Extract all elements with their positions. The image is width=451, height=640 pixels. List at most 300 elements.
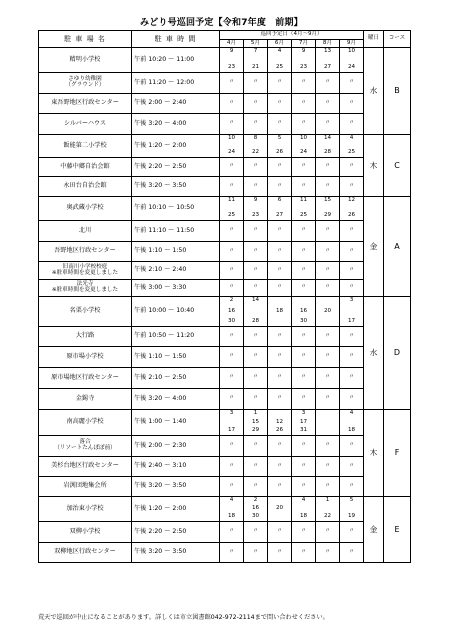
stop-time: 午後 2:10 ～ 2:50 — [132, 368, 220, 389]
table-row — [39, 158, 411, 177]
stop-name: 中藤中郷自治会館 — [39, 158, 132, 177]
table-row — [39, 297, 411, 327]
month-dates: 〃 — [220, 114, 244, 135]
date-value: 26 — [275, 149, 284, 155]
table-row — [39, 197, 411, 221]
month-dates: 〃 — [244, 221, 268, 242]
date-value: 4 — [349, 410, 354, 416]
date-stack — [268, 411, 291, 434]
date-value — [316, 298, 339, 304]
date-value: 4 — [229, 497, 234, 503]
date-value: 3 — [301, 410, 306, 416]
month-dates: 〃 — [340, 347, 364, 368]
header-month: 8月 — [316, 40, 340, 48]
stop-time: 午後 2:20 ～ 2:50 — [132, 522, 220, 543]
month-dates: 〃 — [340, 389, 364, 410]
month-dates: 〃 — [316, 436, 340, 457]
month-dates: 〃 — [340, 73, 364, 94]
month-dates — [340, 135, 364, 158]
month-dates: 〃 — [220, 457, 244, 477]
stop-time: 午後 3:20 ～ 3:50 — [132, 543, 220, 563]
page-title: みどり号巡回予定【令和7年度 前期】 — [140, 18, 303, 28]
date-value: 10 — [347, 48, 356, 54]
month-dates: 〃 — [268, 522, 292, 543]
date-value: 25 — [227, 212, 236, 218]
date-value: 15 — [323, 197, 332, 203]
month-dates: 〃 — [244, 158, 268, 177]
stop-name: 奥武蔵小学校 — [39, 197, 132, 221]
date-value: 1 — [253, 410, 258, 416]
weekday-cell: 水 — [364, 297, 384, 410]
date-value: 18 — [275, 307, 284, 314]
date-stack — [340, 411, 363, 434]
date-stack — [268, 49, 291, 71]
month-dates: 〃 — [316, 457, 340, 477]
month-dates: 〃 — [292, 73, 316, 94]
date-stack — [340, 298, 363, 325]
date-stack — [268, 498, 291, 520]
date-value: 11 — [299, 197, 308, 203]
stop-name: 東吾野地区行政センター — [39, 94, 132, 114]
month-dates: 〃 — [268, 280, 292, 297]
month-dates — [316, 48, 340, 73]
date-value — [340, 420, 363, 426]
month-dates — [244, 48, 268, 73]
date-value: 2 — [253, 497, 258, 503]
date-value: 25 — [275, 64, 284, 70]
month-dates — [292, 197, 316, 221]
month-dates: 〃 — [316, 522, 340, 543]
month-dates — [292, 48, 316, 73]
date-stack — [220, 298, 243, 325]
stop-name: 双柳小学校 — [39, 522, 132, 543]
month-dates: 〃 — [220, 436, 244, 457]
date-value — [268, 498, 291, 504]
month-dates: 〃 — [268, 114, 292, 135]
date-value: 26 — [275, 427, 284, 433]
month-dates — [244, 497, 268, 522]
month-dates — [340, 410, 364, 436]
month-dates: 〃 — [220, 368, 244, 389]
month-dates: 〃 — [268, 242, 292, 262]
date-stack — [220, 136, 243, 156]
date-value: 3 — [229, 410, 234, 416]
month-dates: 〃 — [292, 522, 316, 543]
table-row — [39, 522, 411, 543]
date-value: 18 — [227, 513, 236, 519]
date-value: 26 — [347, 212, 356, 218]
weekday-cell: 水 — [364, 48, 384, 135]
date-value: 29 — [323, 212, 332, 218]
stop-time: 午後 3:20 ～ 3:50 — [132, 477, 220, 497]
date-value: 4 — [301, 497, 306, 503]
date-value: 27 — [323, 64, 332, 70]
table-row — [39, 48, 411, 73]
stop-time: 午後 3:20 ～ 4:00 — [132, 389, 220, 410]
month-dates: 〃 — [316, 158, 340, 177]
stop-name: 南高麗小学校 — [39, 410, 132, 436]
month-dates: 〃 — [292, 94, 316, 114]
month-dates: 〃 — [292, 221, 316, 242]
month-dates: 〃 — [292, 158, 316, 177]
month-dates: 〃 — [268, 347, 292, 368]
table-row — [39, 327, 411, 347]
date-stack — [268, 136, 291, 156]
table-row — [39, 135, 411, 158]
stop-name: 金錫寺 — [39, 389, 132, 410]
date-value: 10 — [299, 135, 308, 141]
month-dates — [268, 410, 292, 436]
date-stack — [316, 198, 339, 219]
date-stack — [244, 411, 267, 434]
date-value: 18 — [299, 513, 308, 519]
month-dates — [340, 197, 364, 221]
date-value: 11 — [227, 197, 236, 203]
stop-time: 午後 2:00 ～ 2:30 — [132, 436, 220, 457]
table-row — [39, 410, 411, 436]
stop-time: 午前 10:00 ～ 10:40 — [132, 297, 220, 327]
header-month: 9月 — [340, 40, 364, 48]
stop-name: シルバーハウス — [39, 114, 132, 135]
table-row — [39, 389, 411, 410]
date-stack — [316, 298, 339, 325]
month-dates: 〃 — [340, 221, 364, 242]
date-value: 8 — [253, 135, 258, 141]
month-dates: 〃 — [244, 522, 268, 543]
schedule-table — [38, 30, 411, 563]
date-value — [268, 411, 291, 417]
month-dates: 〃 — [292, 262, 316, 280]
stop-time: 午後 2:40 ～ 3:10 — [132, 457, 220, 477]
month-dates: 〃 — [340, 114, 364, 135]
date-value: 13 — [323, 48, 332, 54]
date-stack — [244, 136, 267, 156]
month-dates: 〃 — [268, 94, 292, 114]
date-stack — [340, 498, 363, 520]
month-dates: 〃 — [244, 389, 268, 410]
date-value: 16 — [299, 307, 308, 314]
month-dates: 〃 — [292, 114, 316, 135]
month-dates — [340, 497, 364, 522]
month-dates — [268, 197, 292, 221]
date-value: 12 — [275, 418, 284, 425]
month-dates: 〃 — [244, 327, 268, 347]
month-dates: 〃 — [340, 543, 364, 563]
date-value — [268, 514, 291, 520]
stop-name: 飯能第二小学校 — [39, 135, 132, 158]
date-value: 24 — [227, 149, 236, 155]
month-dates: 〃 — [268, 73, 292, 94]
table-row — [39, 436, 411, 457]
month-dates: 〃 — [220, 522, 244, 543]
month-dates — [220, 497, 244, 522]
month-dates: 〃 — [244, 94, 268, 114]
date-value — [316, 411, 339, 417]
stop-time: 午前 10:20 ～ 11:00 — [132, 48, 220, 73]
date-stack — [268, 198, 291, 219]
footer-note: 荒天で巡回が中止になることがあります。詳しくは市立図書館042-972-2114まで問い合わせください。 — [38, 614, 329, 621]
date-value: 28 — [251, 318, 260, 324]
month-dates: 〃 — [268, 368, 292, 389]
month-dates — [220, 135, 244, 158]
stop-time: 午後 2:00 ～ 2:40 — [132, 94, 220, 114]
date-value: 15 — [251, 418, 260, 425]
month-dates: 〃 — [340, 177, 364, 197]
month-dates: 〃 — [220, 327, 244, 347]
table-row — [39, 543, 411, 563]
table-row — [39, 497, 411, 522]
month-dates: 〃 — [268, 177, 292, 197]
table-row — [39, 177, 411, 197]
month-dates: 〃 — [244, 114, 268, 135]
header-row-top — [39, 31, 411, 40]
month-dates — [244, 297, 268, 327]
date-value — [268, 298, 291, 304]
month-dates: 〃 — [316, 477, 340, 497]
date-value: 23 — [299, 64, 308, 70]
month-dates: 〃 — [316, 368, 340, 389]
month-dates: 〃 — [220, 177, 244, 197]
header-schedule: 巡回予定日（4月～9月） — [220, 31, 364, 40]
stop-time: 午後 1:00 ～ 1:40 — [132, 410, 220, 436]
date-stack — [244, 298, 267, 325]
stop-time: 午後 1:20 ～ 2:00 — [132, 135, 220, 158]
header-month: 5月 — [244, 40, 268, 48]
weekday-cell: 木 — [364, 135, 384, 197]
stop-name: 双柳地区行政センター — [39, 543, 132, 563]
date-stack — [244, 198, 267, 219]
date-stack — [220, 498, 243, 520]
date-value: 9 — [229, 48, 234, 54]
month-dates: 〃 — [220, 158, 244, 177]
stop-name: 原市場小学校 — [39, 347, 132, 368]
stop-time: 午前 10:50 ～ 11:20 — [132, 327, 220, 347]
table-row — [39, 242, 411, 262]
month-dates: 〃 — [340, 457, 364, 477]
table-row — [39, 368, 411, 389]
month-dates: 〃 — [244, 543, 268, 563]
table-row — [39, 262, 411, 280]
stop-name: 永田台自治会館 — [39, 177, 132, 197]
date-stack — [316, 411, 339, 434]
date-value: 12 — [347, 197, 356, 203]
month-dates: 〃 — [340, 94, 364, 114]
course-cell: C — [384, 135, 411, 197]
stop-time: 午前 11:10 ～ 11:50 — [132, 221, 220, 242]
month-dates — [292, 135, 316, 158]
date-value: 28 — [323, 149, 332, 155]
month-dates: 〃 — [340, 158, 364, 177]
month-dates — [340, 297, 364, 327]
month-dates: 〃 — [292, 436, 316, 457]
month-dates: 〃 — [268, 327, 292, 347]
stop-time: 午前 10:10 ～ 10:50 — [132, 197, 220, 221]
weekday-cell: 金 — [364, 197, 384, 297]
stop-name: 加治東小学校 — [39, 497, 132, 522]
stop-name: 吾野地区行政センター — [39, 242, 132, 262]
month-dates: 〃 — [316, 327, 340, 347]
month-dates: 〃 — [244, 368, 268, 389]
date-stack — [316, 498, 339, 520]
month-dates: 〃 — [340, 262, 364, 280]
month-dates: 〃 — [316, 280, 340, 297]
date-value: 30 — [299, 318, 308, 324]
date-value: 21 — [251, 64, 260, 70]
table-row — [39, 221, 411, 242]
date-value: 9 — [301, 48, 306, 54]
stop-name: 大行路 — [39, 327, 132, 347]
month-dates — [220, 48, 244, 73]
stop-time: 午後 1:10 ～ 1:50 — [132, 242, 220, 262]
month-dates: 〃 — [244, 457, 268, 477]
month-dates: 〃 — [268, 477, 292, 497]
course-cell: F — [384, 410, 411, 497]
month-dates — [292, 410, 316, 436]
course-cell: D — [384, 297, 411, 410]
header-course: コース — [384, 31, 411, 48]
month-dates: 〃 — [292, 368, 316, 389]
date-stack — [244, 49, 267, 71]
course-cell: E — [384, 497, 411, 563]
month-dates: 〃 — [244, 177, 268, 197]
stop-name: 名栗小学校 — [39, 297, 132, 327]
month-dates — [268, 297, 292, 327]
month-dates — [220, 197, 244, 221]
date-stack — [220, 411, 243, 434]
month-dates: 〃 — [292, 457, 316, 477]
date-value: 30 — [227, 318, 236, 324]
date-value — [340, 309, 363, 315]
date-value: 20 — [323, 307, 332, 314]
month-dates — [292, 297, 316, 327]
month-dates: 〃 — [220, 73, 244, 94]
stop-time: 午後 3:20 ～ 4:00 — [132, 114, 220, 135]
month-dates: 〃 — [268, 262, 292, 280]
month-dates: 〃 — [220, 389, 244, 410]
month-dates: 〃 — [316, 114, 340, 135]
month-dates — [268, 497, 292, 522]
stop-name: 美杉台地区行政センター — [39, 457, 132, 477]
date-value: 22 — [323, 513, 332, 519]
month-dates: 〃 — [244, 262, 268, 280]
month-dates: 〃 — [316, 262, 340, 280]
date-value: 5 — [277, 135, 282, 141]
month-dates: 〃 — [316, 221, 340, 242]
date-value — [292, 506, 315, 512]
month-dates — [244, 135, 268, 158]
date-value: 31 — [299, 427, 308, 433]
month-dates: 〃 — [268, 457, 292, 477]
date-value: 20 — [275, 505, 284, 511]
date-value — [340, 506, 363, 512]
stop-name: 法光寺 ※駐車時間を変更しました — [39, 280, 132, 297]
date-stack — [316, 49, 339, 71]
date-stack — [292, 136, 315, 156]
month-dates: 〃 — [316, 242, 340, 262]
course-cell: A — [384, 197, 411, 297]
month-dates — [316, 410, 340, 436]
header-month: 6月 — [268, 40, 292, 48]
date-value — [268, 319, 291, 325]
header-time: 駐 車 時 間 — [132, 31, 220, 48]
stop-time: 午後 1:20 ～ 2:00 — [132, 497, 220, 522]
stop-name: 旧南川小学校校庭 ※駐車時間を変更しました — [39, 262, 132, 280]
month-dates: 〃 — [220, 221, 244, 242]
month-dates: 〃 — [268, 436, 292, 457]
month-dates: 〃 — [268, 543, 292, 563]
stop-time: 午前 11:20 ～ 12:00 — [132, 73, 220, 94]
stop-time: 午後 2:10 ～ 2:40 — [132, 262, 220, 280]
month-dates — [220, 297, 244, 327]
month-dates: 〃 — [340, 242, 364, 262]
date-value — [316, 420, 339, 426]
stop-name: 北川 — [39, 221, 132, 242]
month-dates: 〃 — [316, 94, 340, 114]
date-stack — [340, 198, 363, 219]
month-dates — [316, 497, 340, 522]
header-month: 4月 — [220, 40, 244, 48]
month-dates — [316, 297, 340, 327]
stop-name: 原市場地区行政センター — [39, 368, 132, 389]
date-value: 1 — [325, 497, 330, 503]
table-row — [39, 280, 411, 297]
date-value — [220, 420, 243, 426]
month-dates: 〃 — [292, 242, 316, 262]
date-value: 9 — [253, 197, 258, 203]
date-value: 30 — [251, 513, 260, 519]
date-value: 17 — [347, 318, 356, 324]
date-value — [292, 298, 315, 304]
date-stack — [220, 49, 243, 71]
month-dates: 〃 — [316, 73, 340, 94]
month-dates: 〃 — [316, 347, 340, 368]
month-dates: 〃 — [244, 73, 268, 94]
date-value: 23 — [227, 64, 236, 70]
date-value: 4 — [349, 135, 354, 141]
month-dates — [244, 410, 268, 436]
date-stack — [292, 411, 315, 434]
date-stack — [292, 198, 315, 219]
date-stack — [340, 136, 363, 156]
date-stack — [340, 49, 363, 71]
header-weekday: 曜日 — [364, 31, 384, 48]
weekday-cell: 木 — [364, 410, 384, 497]
date-value — [316, 506, 339, 512]
weekday-cell: 金 — [364, 497, 384, 563]
month-dates: 〃 — [340, 327, 364, 347]
month-dates: 〃 — [220, 94, 244, 114]
month-dates: 〃 — [340, 368, 364, 389]
date-value: 19 — [347, 513, 356, 519]
date-value: 25 — [299, 212, 308, 218]
month-dates: 〃 — [340, 477, 364, 497]
month-dates: 〃 — [340, 436, 364, 457]
stop-name: 落合 （リソートたんぽぽ前） — [39, 436, 132, 457]
month-dates — [292, 497, 316, 522]
month-dates: 〃 — [220, 262, 244, 280]
date-stack — [220, 198, 243, 219]
course-cell: B — [384, 48, 411, 135]
month-dates: 〃 — [244, 347, 268, 368]
date-value: 10 — [227, 135, 236, 141]
date-stack — [316, 136, 339, 156]
date-value: 24 — [299, 149, 308, 155]
month-dates: 〃 — [268, 158, 292, 177]
table-row — [39, 73, 411, 94]
date-value — [316, 428, 339, 434]
date-stack — [244, 498, 267, 520]
month-dates: 〃 — [340, 522, 364, 543]
